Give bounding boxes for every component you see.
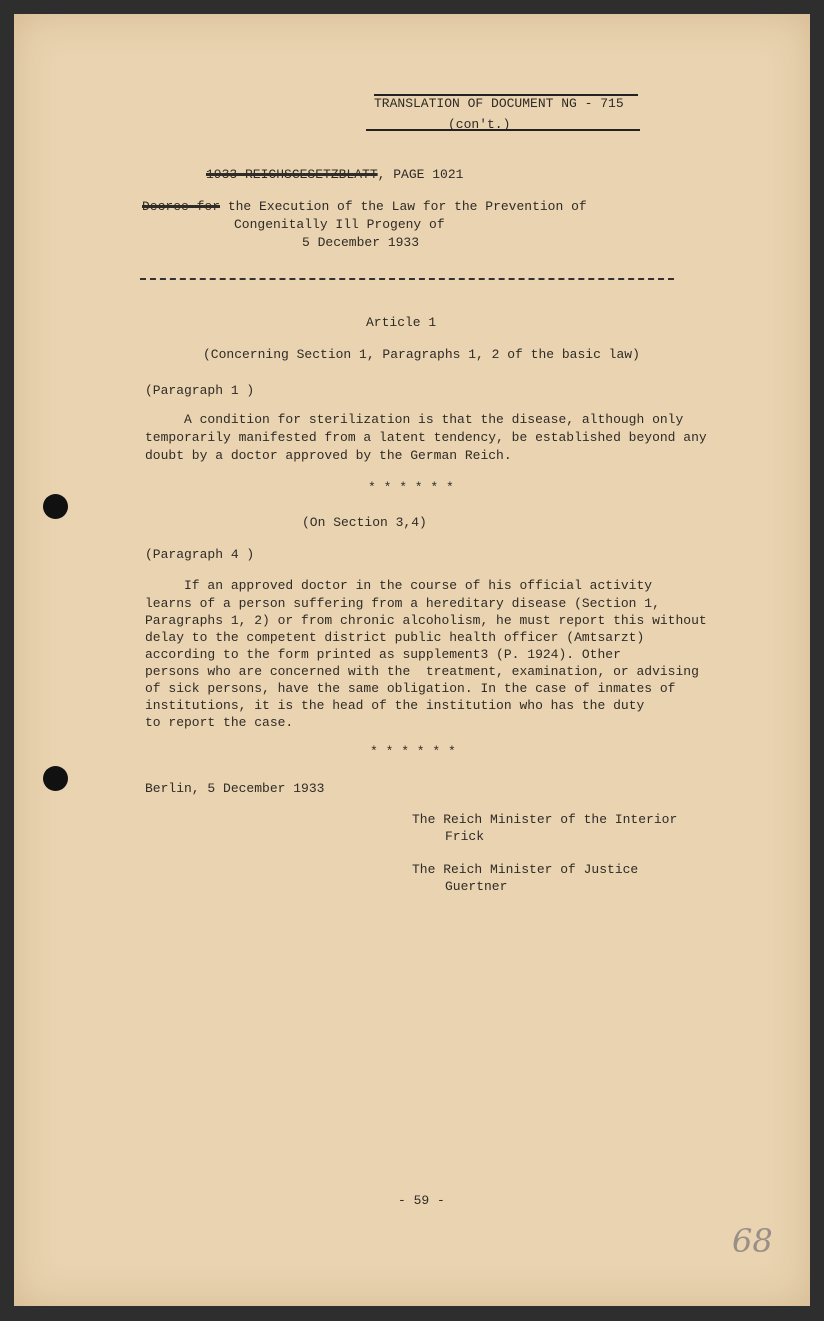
paragraph-1-line: A condition for sterilization is that the disease, although only — [145, 412, 684, 427]
separator-stars: * * * * * * — [370, 744, 456, 759]
paragraph-4-line: to report the case. — [145, 715, 294, 730]
page-number: - 59 - — [398, 1193, 445, 1208]
paragraph-4-line: Paragraphs 1, 2) or from chronic alcoholism, he must report this without — [145, 613, 707, 628]
source-struck-text: 1933 REICHSGESETZBLATT, PAGE 1021 — [206, 167, 464, 182]
paragraph-4-label: (Paragraph 4 ) — [145, 547, 255, 562]
paragraph-1-line: doubt by a doctor approved by the German Reich. — [145, 448, 512, 463]
paragraph-4-line: learns of a person suffering from a hereditary disease (Section 1, — [145, 596, 660, 611]
paragraph-4-line: delay to the competent district public health officer (Amtsarzt) — [145, 630, 645, 645]
title-line-3: 5 December 1933 — [302, 235, 420, 250]
title-line-2: Congenitally Ill Progeny of — [234, 217, 445, 232]
handwritten-page-number: 68 — [732, 1222, 773, 1260]
continued-label: (con't.) — [448, 117, 511, 132]
signatory-1-name: Frick — [445, 829, 485, 844]
header-underline — [366, 129, 640, 131]
paragraph-4-line: of sick persons, have the same obligation. In the case of inmates of — [145, 681, 676, 696]
paragraph-1-line: temporarily manifested from a latent tendency, be established beyond any — [145, 430, 707, 445]
separator-stars: * * * * * * — [368, 480, 454, 495]
punch-hole — [43, 766, 68, 791]
paragraph-4-line: institutions, it is the head of the institution who has the duty — [145, 698, 645, 713]
punch-hole — [43, 494, 68, 519]
signatory-2-title: The Reich Minister of Justice — [412, 862, 639, 877]
document-reference: TRANSLATION OF DOCUMENT NG - 715 — [374, 96, 624, 111]
title-divider — [140, 278, 674, 280]
paragraph-1-label: (Paragraph 1 ) — [145, 383, 255, 398]
paragraph-4-line: according to the form printed as supplement3 (P. 1924). Other — [145, 647, 621, 662]
section-heading: (On Section 3,4) — [302, 515, 427, 530]
signatory-2-name: Guertner — [445, 879, 508, 894]
signatory-1-title: The Reich Minister of the Interior — [412, 812, 678, 827]
place-date: Berlin, 5 December 1933 — [145, 781, 325, 796]
article-heading: Article 1 — [366, 315, 437, 330]
paragraph-4-line: persons who are concerned with the treatment, examination, or advising — [145, 664, 699, 679]
article-subheading: (Concerning Section 1, Paragraphs 1, 2 of the basic law) — [203, 347, 640, 362]
title-line-1: Decree for the Execution of the Law for the Prevention of — [142, 199, 587, 214]
paragraph-4-line: If an approved doctor in the course of his official activity — [145, 578, 653, 593]
